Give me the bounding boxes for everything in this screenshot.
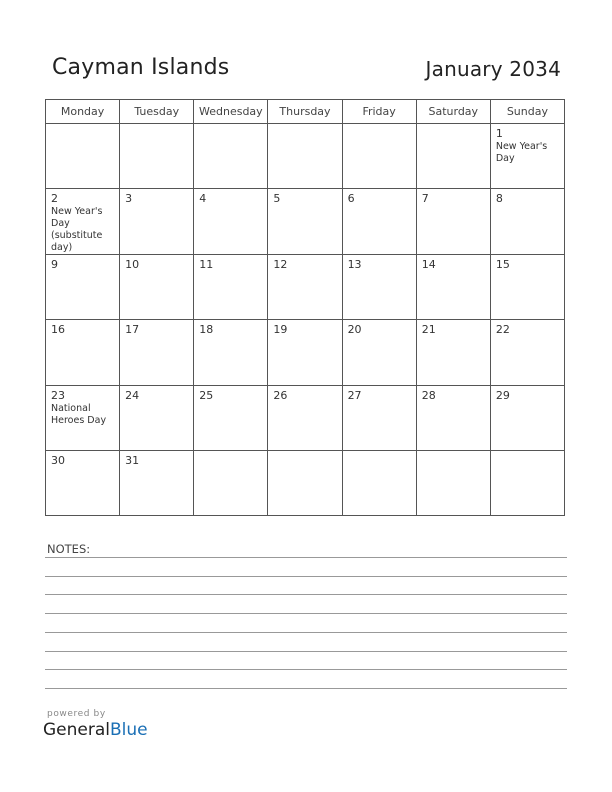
note-line [45, 613, 567, 614]
day-cell[interactable] [46, 189, 120, 255]
country-title: Cayman Islands [52, 55, 230, 80]
day-number: 20 [347, 323, 362, 337]
brand-blue: Blue [110, 720, 148, 740]
day-number: 19 [273, 323, 288, 337]
day-number: 3 [125, 192, 133, 206]
day-cell[interactable] [268, 124, 342, 189]
day-number: 9 [51, 258, 58, 272]
week-row [46, 320, 565, 385]
day-cell[interactable] [194, 255, 268, 320]
day-number: 1 [495, 127, 503, 140]
day-cell[interactable] [416, 450, 490, 515]
weekday-header: Monday [46, 100, 120, 124]
day-cell[interactable] [120, 385, 194, 450]
weekday-header: Friday [342, 100, 416, 124]
day-number: 4 [199, 192, 207, 206]
day-number: 15 [495, 258, 510, 272]
day-cell[interactable] [416, 189, 490, 255]
day-cell[interactable] [268, 189, 342, 255]
day-cell[interactable] [342, 189, 416, 255]
day-number: 27 [347, 388, 362, 402]
day-number: 21 [421, 323, 436, 337]
day-cell[interactable] [194, 385, 268, 450]
note-line [45, 557, 567, 558]
holiday-label: New Year's Day [495, 141, 548, 164]
day-cell[interactable] [46, 385, 120, 450]
day-number: 26 [273, 388, 288, 402]
notes-label: NOTES: [47, 542, 91, 556]
day-cell[interactable] [46, 450, 120, 515]
day-number: 18 [199, 323, 214, 337]
note-line [45, 651, 567, 652]
day-number: 22 [495, 323, 510, 337]
day-cell[interactable] [120, 189, 194, 255]
weekday-header: Saturday [416, 100, 490, 124]
weekday-header: Wednesday [194, 100, 268, 124]
note-line [45, 576, 567, 577]
day-cell[interactable] [490, 124, 564, 189]
calendar-body [46, 124, 565, 516]
day-number: 11 [199, 258, 214, 272]
day-cell[interactable] [194, 189, 268, 255]
note-line [45, 688, 567, 689]
day-number: 13 [347, 258, 362, 272]
brand-logo[interactable] [43, 720, 148, 740]
day-cell[interactable] [120, 124, 194, 189]
day-cell[interactable] [342, 320, 416, 385]
day-cell[interactable] [46, 255, 120, 320]
day-number: 10 [125, 258, 140, 272]
day-number: 6 [347, 192, 355, 206]
day-number: 31 [125, 453, 140, 467]
day-cell[interactable] [490, 385, 564, 450]
day-cell[interactable] [416, 255, 490, 320]
day-cell[interactable] [120, 450, 194, 515]
month-year-title: January 2034 [425, 57, 561, 81]
day-number: 17 [125, 323, 140, 337]
day-number: 5 [273, 192, 281, 206]
day-number: 8 [495, 192, 503, 206]
day-number: 12 [273, 258, 288, 272]
day-cell[interactable] [194, 124, 268, 189]
day-cell[interactable] [120, 255, 194, 320]
day-cell[interactable] [490, 320, 564, 385]
note-line [45, 669, 567, 670]
day-number: 30 [51, 453, 65, 467]
day-cell[interactable] [490, 189, 564, 255]
day-number: 23 [51, 388, 65, 402]
day-number: 29 [495, 388, 510, 402]
week-row [46, 450, 565, 515]
day-cell[interactable] [342, 385, 416, 450]
week-row [46, 255, 565, 320]
brand-general: General [43, 720, 110, 740]
day-cell[interactable] [268, 450, 342, 515]
day-cell[interactable] [46, 320, 120, 385]
note-line [45, 632, 567, 633]
day-cell[interactable] [490, 255, 564, 320]
day-cell[interactable] [268, 255, 342, 320]
day-cell[interactable] [194, 320, 268, 385]
week-row [46, 385, 565, 450]
day-cell[interactable] [194, 450, 268, 515]
holiday-label: New Year's Day (substitute day) [51, 206, 103, 254]
day-number: 25 [199, 388, 214, 402]
weekday-header: Sunday [490, 100, 564, 124]
day-number: 28 [421, 388, 436, 402]
day-cell[interactable] [268, 320, 342, 385]
day-cell[interactable] [342, 255, 416, 320]
day-number: 14 [421, 258, 436, 272]
weekday-header-row [46, 100, 565, 124]
day-cell[interactable] [490, 450, 564, 515]
powered-by-text: powered by [47, 709, 106, 719]
day-cell[interactable] [342, 450, 416, 515]
day-number: 2 [51, 192, 58, 206]
day-number: 24 [125, 388, 140, 402]
day-number: 7 [421, 192, 429, 206]
weekday-header: Tuesday [120, 100, 194, 124]
day-cell[interactable] [120, 320, 194, 385]
weekday-header: Thursday [268, 100, 342, 124]
day-cell[interactable] [416, 385, 490, 450]
day-cell[interactable] [268, 385, 342, 450]
day-cell[interactable] [416, 320, 490, 385]
day-cell[interactable] [416, 124, 490, 189]
day-number: 16 [51, 323, 65, 337]
calendar-grid [45, 99, 565, 516]
day-cell[interactable] [342, 124, 416, 189]
week-row [46, 124, 565, 189]
note-line [45, 594, 567, 595]
holiday-label: National Heroes Day [51, 402, 107, 426]
day-cell[interactable] [46, 124, 120, 189]
week-row [46, 189, 565, 255]
